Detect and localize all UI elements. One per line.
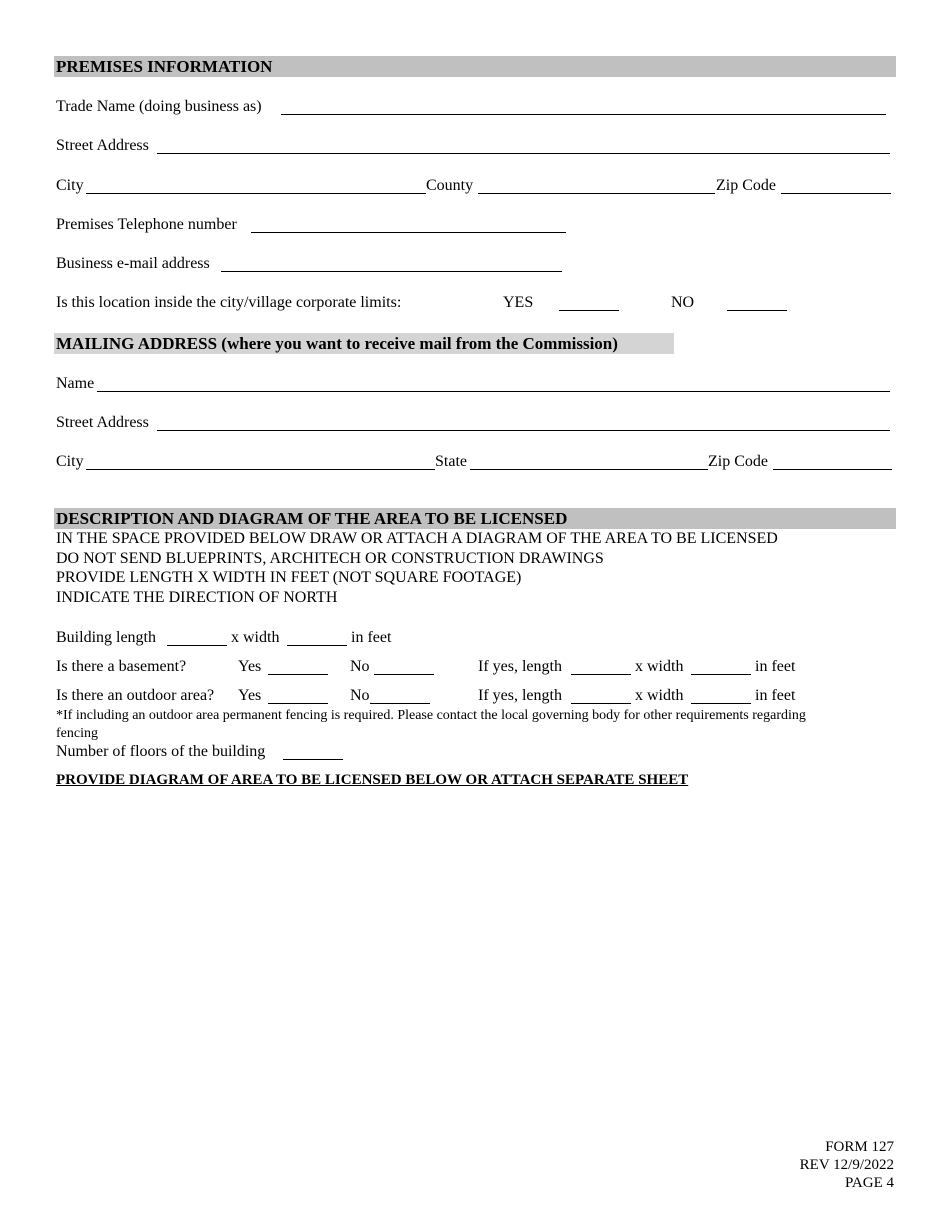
phone-field[interactable] [251, 232, 566, 233]
mailing-name-field[interactable] [97, 391, 890, 392]
mailing-state-label: State [435, 453, 467, 470]
outdoor-width-label: x width [635, 687, 684, 704]
basement-yes-field[interactable] [268, 674, 328, 675]
mailing-city-label: City [56, 453, 84, 470]
zip-code-field[interactable] [781, 193, 891, 194]
basement-length-label: If yes, length [478, 658, 562, 675]
basement-question: Is there a basement? [56, 658, 187, 675]
footer-page: PAGE 4 [844, 1175, 894, 1191]
instruction-line-2: DO NOT SEND BLUEPRINTS, ARCHITECH OR CONSTRUCTION DRAWINGS [56, 550, 604, 567]
diagram-instruction: PROVIDE DIAGRAM OF AREA TO BE LICENSED BELOW OR ATTACH SEPARATE SHEET [56, 772, 689, 788]
outdoor-length-field[interactable] [571, 703, 631, 704]
limits-no-field[interactable] [727, 310, 787, 311]
email-field[interactable] [221, 271, 562, 272]
building-length-label: Building length [56, 629, 156, 646]
outdoor-yes-field[interactable] [268, 703, 328, 704]
floors-field[interactable] [283, 759, 343, 760]
mailing-zip-label: Zip Code [708, 453, 768, 470]
mailing-street-label: Street Address [56, 414, 149, 431]
basement-no-field[interactable] [374, 674, 434, 675]
corporate-limits-question: Is this location inside the city/village corporate limits: [56, 294, 402, 311]
outdoor-no-label: No [350, 687, 370, 704]
basement-length-field[interactable] [571, 674, 631, 675]
building-length-field[interactable] [167, 645, 227, 646]
outdoor-length-label: If yes, length [478, 687, 562, 704]
mailing-heading-bar [54, 333, 674, 354]
fencing-note: *If including an outdoor area permanent fencing is required. Please contact the local governing body for other requirements regarding [56, 708, 806, 723]
premises-heading: PREMISES INFORMATION [56, 57, 273, 76]
county-field[interactable] [478, 193, 715, 194]
footer-rev: REV 12/9/2022 [799, 1157, 894, 1173]
basement-yes-label: Yes [238, 658, 262, 675]
basement-no-label: No [350, 658, 370, 675]
limits-yes-field[interactable] [559, 310, 619, 311]
basement-width-field[interactable] [691, 674, 751, 675]
limits-yes-label: YES [503, 294, 534, 311]
instruction-line-1: IN THE SPACE PROVIDED BELOW DRAW OR ATTACH A DIAGRAM OF THE AREA TO BE LICENSED [56, 530, 778, 547]
fencing-note-cont: fencing [56, 726, 98, 741]
diagram-area[interactable] [56, 800, 894, 1130]
footer-form: FORM 127 [825, 1139, 894, 1155]
county-label: County [426, 177, 474, 194]
mailing-heading: MAILING ADDRESS (where you want to receive mail from the Commission) [56, 334, 618, 353]
building-in-feet-label: in feet [351, 629, 392, 646]
premises-heading-bar [54, 56, 896, 77]
limits-no-label: NO [671, 294, 695, 311]
trade-name-label: Trade Name (doing business as) [56, 98, 262, 115]
mailing-street-field[interactable] [157, 430, 890, 431]
outdoor-question: Is there an outdoor area? [56, 687, 215, 704]
outdoor-in-feet-label: in feet [755, 687, 796, 704]
basement-in-feet-label: in feet [755, 658, 796, 675]
building-width-field[interactable] [287, 645, 347, 646]
outdoor-yes-label: Yes [238, 687, 262, 704]
building-width-label: x width [231, 629, 280, 646]
trade-name-field[interactable] [281, 114, 886, 115]
mailing-name-label: Name [56, 375, 95, 392]
instruction-line-3: PROVIDE LENGTH X WIDTH IN FEET (NOT SQUARE FOOTAGE) [56, 569, 522, 586]
outdoor-width-field[interactable] [691, 703, 751, 704]
description-heading: DESCRIPTION AND DIAGRAM OF THE AREA TO BE LICENSED [56, 509, 568, 528]
city-label: City [56, 177, 84, 194]
mailing-state-field[interactable] [470, 469, 708, 470]
outdoor-no-field[interactable] [370, 703, 430, 704]
instruction-line-4: INDICATE THE DIRECTION OF NORTH [56, 589, 338, 606]
mailing-city-field[interactable] [86, 469, 435, 470]
basement-width-label: x width [635, 658, 684, 675]
mailing-zip-field[interactable] [773, 469, 892, 470]
city-field[interactable] [86, 193, 426, 194]
phone-label: Premises Telephone number [56, 216, 237, 233]
street-address-field[interactable] [157, 153, 890, 154]
description-heading-bar [54, 508, 896, 529]
street-address-label: Street Address [56, 137, 149, 154]
email-label: Business e-mail address [56, 255, 210, 272]
floors-label: Number of floors of the building [56, 743, 266, 760]
zip-code-label: Zip Code [716, 177, 776, 194]
